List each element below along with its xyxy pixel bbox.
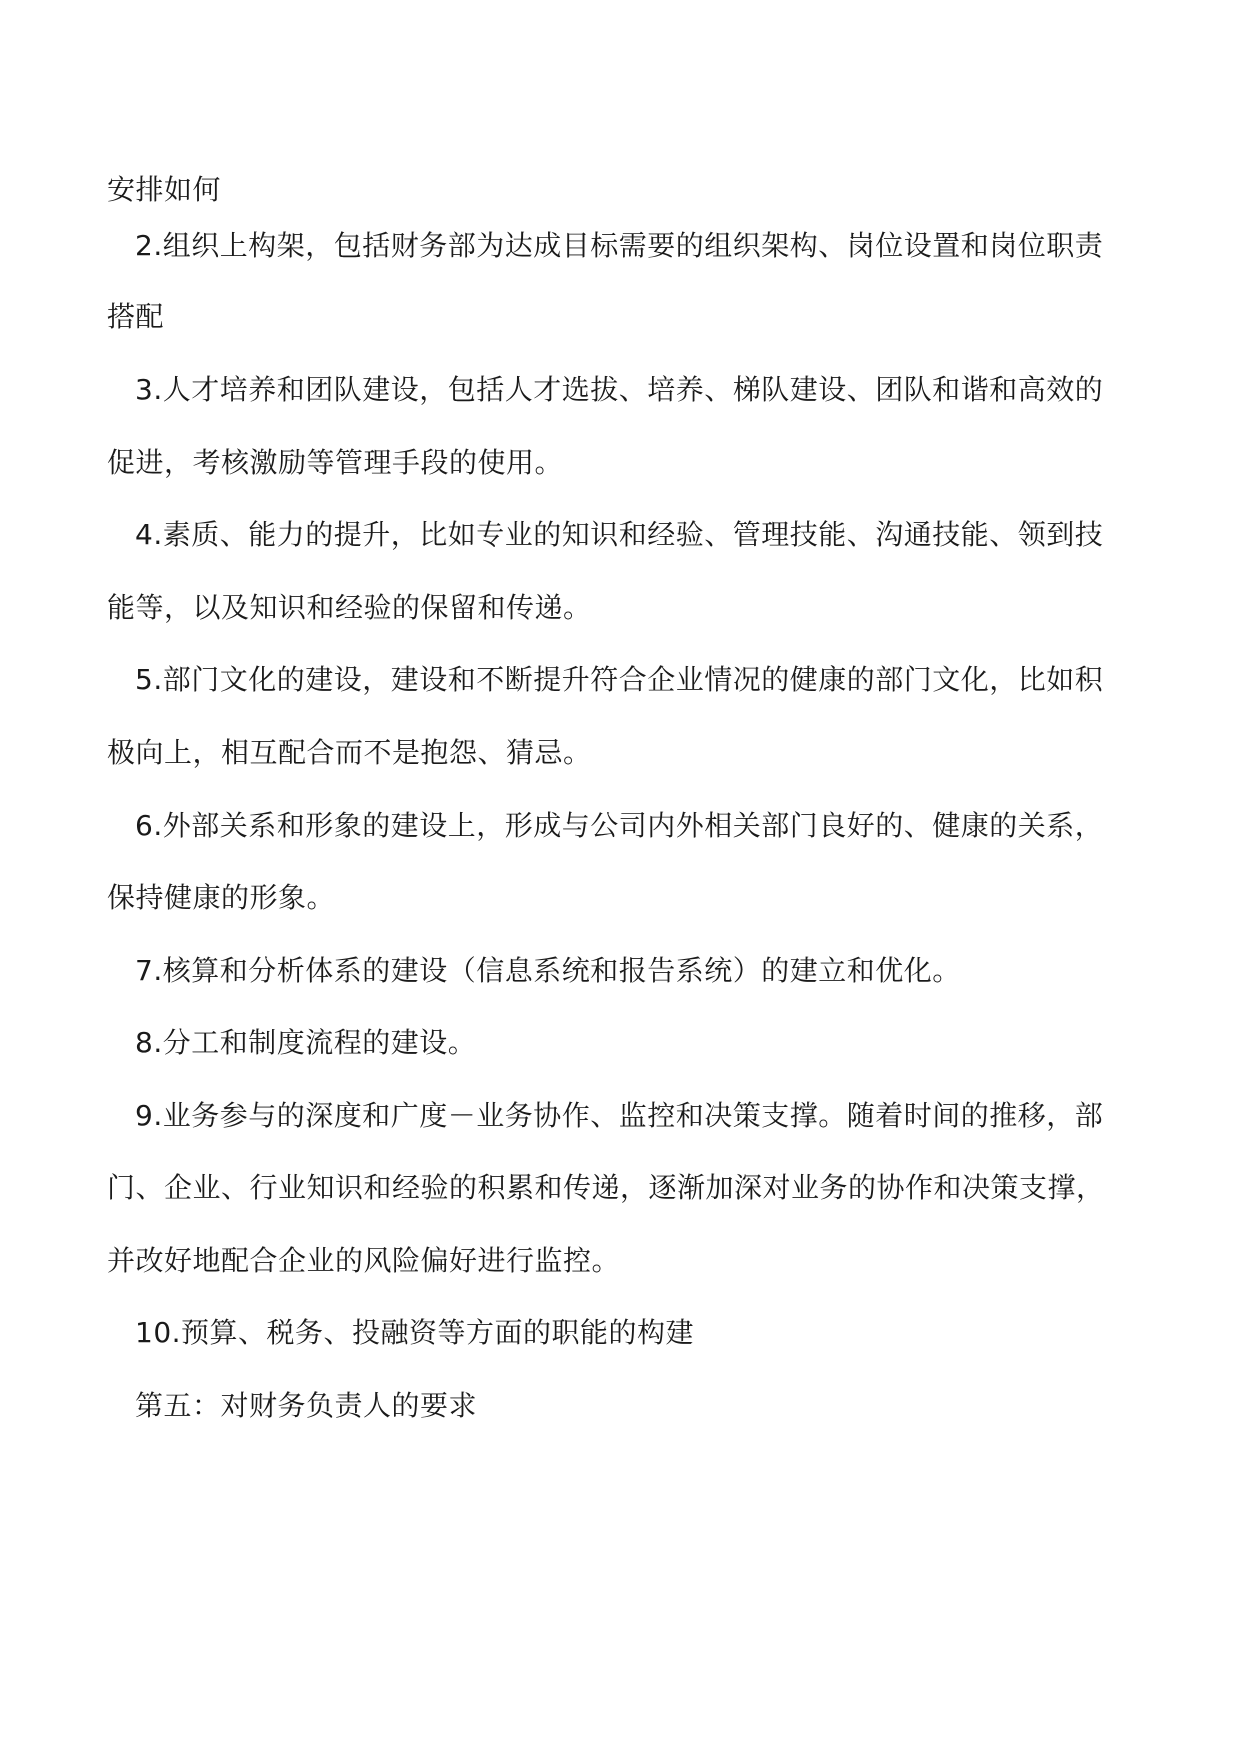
list-item-3: 3.人才培养和团队建设，包括人才选拔、培养、梯队建设、团队和谐和高效的 xyxy=(135,373,1104,406)
text-line: 促进，考核激励等管理手段的使用。 xyxy=(107,446,564,479)
text-line: 并改好地配合企业的风险偏好进行监控。 xyxy=(107,1244,621,1277)
text-line: 保持健康的形象。 xyxy=(107,881,336,914)
list-item-6: 6.外部关系和形象的建设上，形成与公司内外相关部门良好的、健康的关系， xyxy=(135,809,1104,842)
text-line: 能等，以及知识和经验的保留和传递。 xyxy=(107,591,592,624)
text-line: 极向上，相互配合而不是抱怨、猜忌。 xyxy=(107,736,592,769)
list-item-4: 4.素质、能力的提升，比如专业的知识和经验、管理技能、沟通技能、领到技 xyxy=(135,518,1104,551)
text-line: 搭配 xyxy=(107,300,165,333)
list-item-7: 7.核算和分析体系的建设（信息系统和报告系统）的建立和优化。 xyxy=(135,954,961,987)
text-line: 安排如何 xyxy=(107,173,222,206)
list-item-10: 10.预算、税务、投融资等方面的职能的构建 xyxy=(135,1316,695,1349)
text-line: 门、企业、行业知识和经验的积累和传递，逐渐加深对业务的协作和决策支撑， xyxy=(107,1171,1105,1204)
list-item-2: 2.组织上构架，包括财务部为达成目标需要的组织架构、岗位设置和岗位职责 xyxy=(135,229,1104,262)
list-item-9: 9.业务参与的深度和广度－业务协作、监控和决策支撑。随着时间的推移，部 xyxy=(135,1099,1104,1132)
list-item-5: 5.部门文化的建设，建设和不断提升符合企业情况的健康的部门文化，比如积 xyxy=(135,663,1104,696)
section-heading: 第五：对财务负责人的要求 xyxy=(135,1389,478,1422)
list-item-8: 8.分工和制度流程的建设。 xyxy=(135,1026,477,1059)
